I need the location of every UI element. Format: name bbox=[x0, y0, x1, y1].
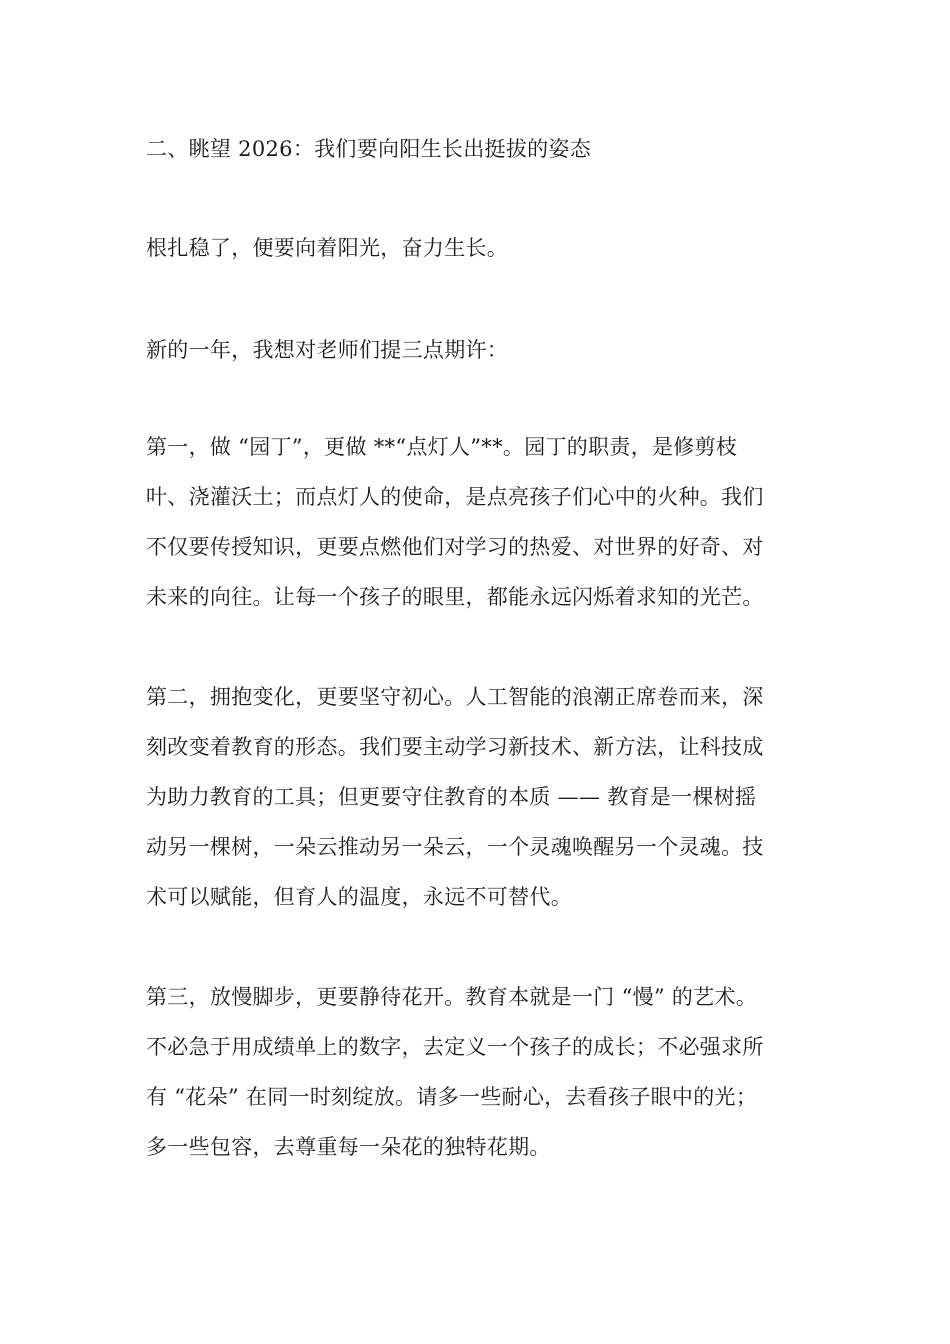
paragraph-line: 第三，放慢脚步，更要静待花开。教育本就是一门 “慢” 的艺术。 bbox=[146, 985, 758, 1009]
paragraph-line: 新的一年，我想对老师们提三点期许： bbox=[146, 338, 509, 362]
paragraph-line: 不仅要传授知识，更要点燃他们对学习的热爱、对世界的好奇、对 bbox=[146, 535, 764, 559]
paragraph-line: 为助力教育的工具；但更要守住教育的本质 —— 教育是一棵树摇 bbox=[146, 785, 757, 809]
paragraph-line: 叶、浇灌沃土；而点灯人的使命，是点亮孩子们心中的火种。我们 bbox=[146, 485, 764, 509]
paragraph-line: 刻改变着教育的形态。我们要主动学习新技术、新方法，让科技成 bbox=[146, 735, 764, 759]
paragraph-3 bbox=[146, 422, 836, 622]
paragraph-line: 根扎稳了，便要向着阳光，奋力生长。 bbox=[146, 236, 509, 260]
paragraph-line: 术可以赋能，但育人的温度，永远不可替代。 bbox=[146, 885, 572, 909]
section-heading bbox=[146, 124, 836, 174]
paragraph-line: 未来的向往。让每一个孩子的眼里，都能永远闪烁着求知的光芒。 bbox=[146, 585, 764, 609]
paragraph-5 bbox=[146, 972, 836, 1172]
paragraph-1 bbox=[146, 223, 836, 273]
paragraph-line: 动另一棵树，一朵云推动另一朵云，一个灵魂唤醒另一个灵魂。技 bbox=[146, 835, 764, 859]
paragraph-line: 不必急于用成绩单上的数字，去定义一个孩子的成长；不必强求所 bbox=[146, 1035, 764, 1059]
paragraph-4 bbox=[146, 672, 836, 922]
paragraph-2 bbox=[146, 325, 836, 375]
paragraph-line: 第一，做 “园丁”，更做 **“点灯人”**。园丁的职责，是修剪枝 bbox=[146, 435, 738, 459]
paragraph-line: 第二，拥抱变化，更要坚守初心。人工智能的浪潮正席卷而来，深 bbox=[146, 685, 764, 709]
paragraph-line: 有 “花朵” 在同一时刻绽放。请多一些耐心，去看孩子眼中的光； bbox=[146, 1085, 758, 1109]
paragraph-line: 多一些包容，去尊重每一朵花的独特花期。 bbox=[146, 1135, 551, 1159]
heading-line: 二、眺望 2026：我们要向阳生长出挺拔的姿态 bbox=[146, 137, 592, 161]
